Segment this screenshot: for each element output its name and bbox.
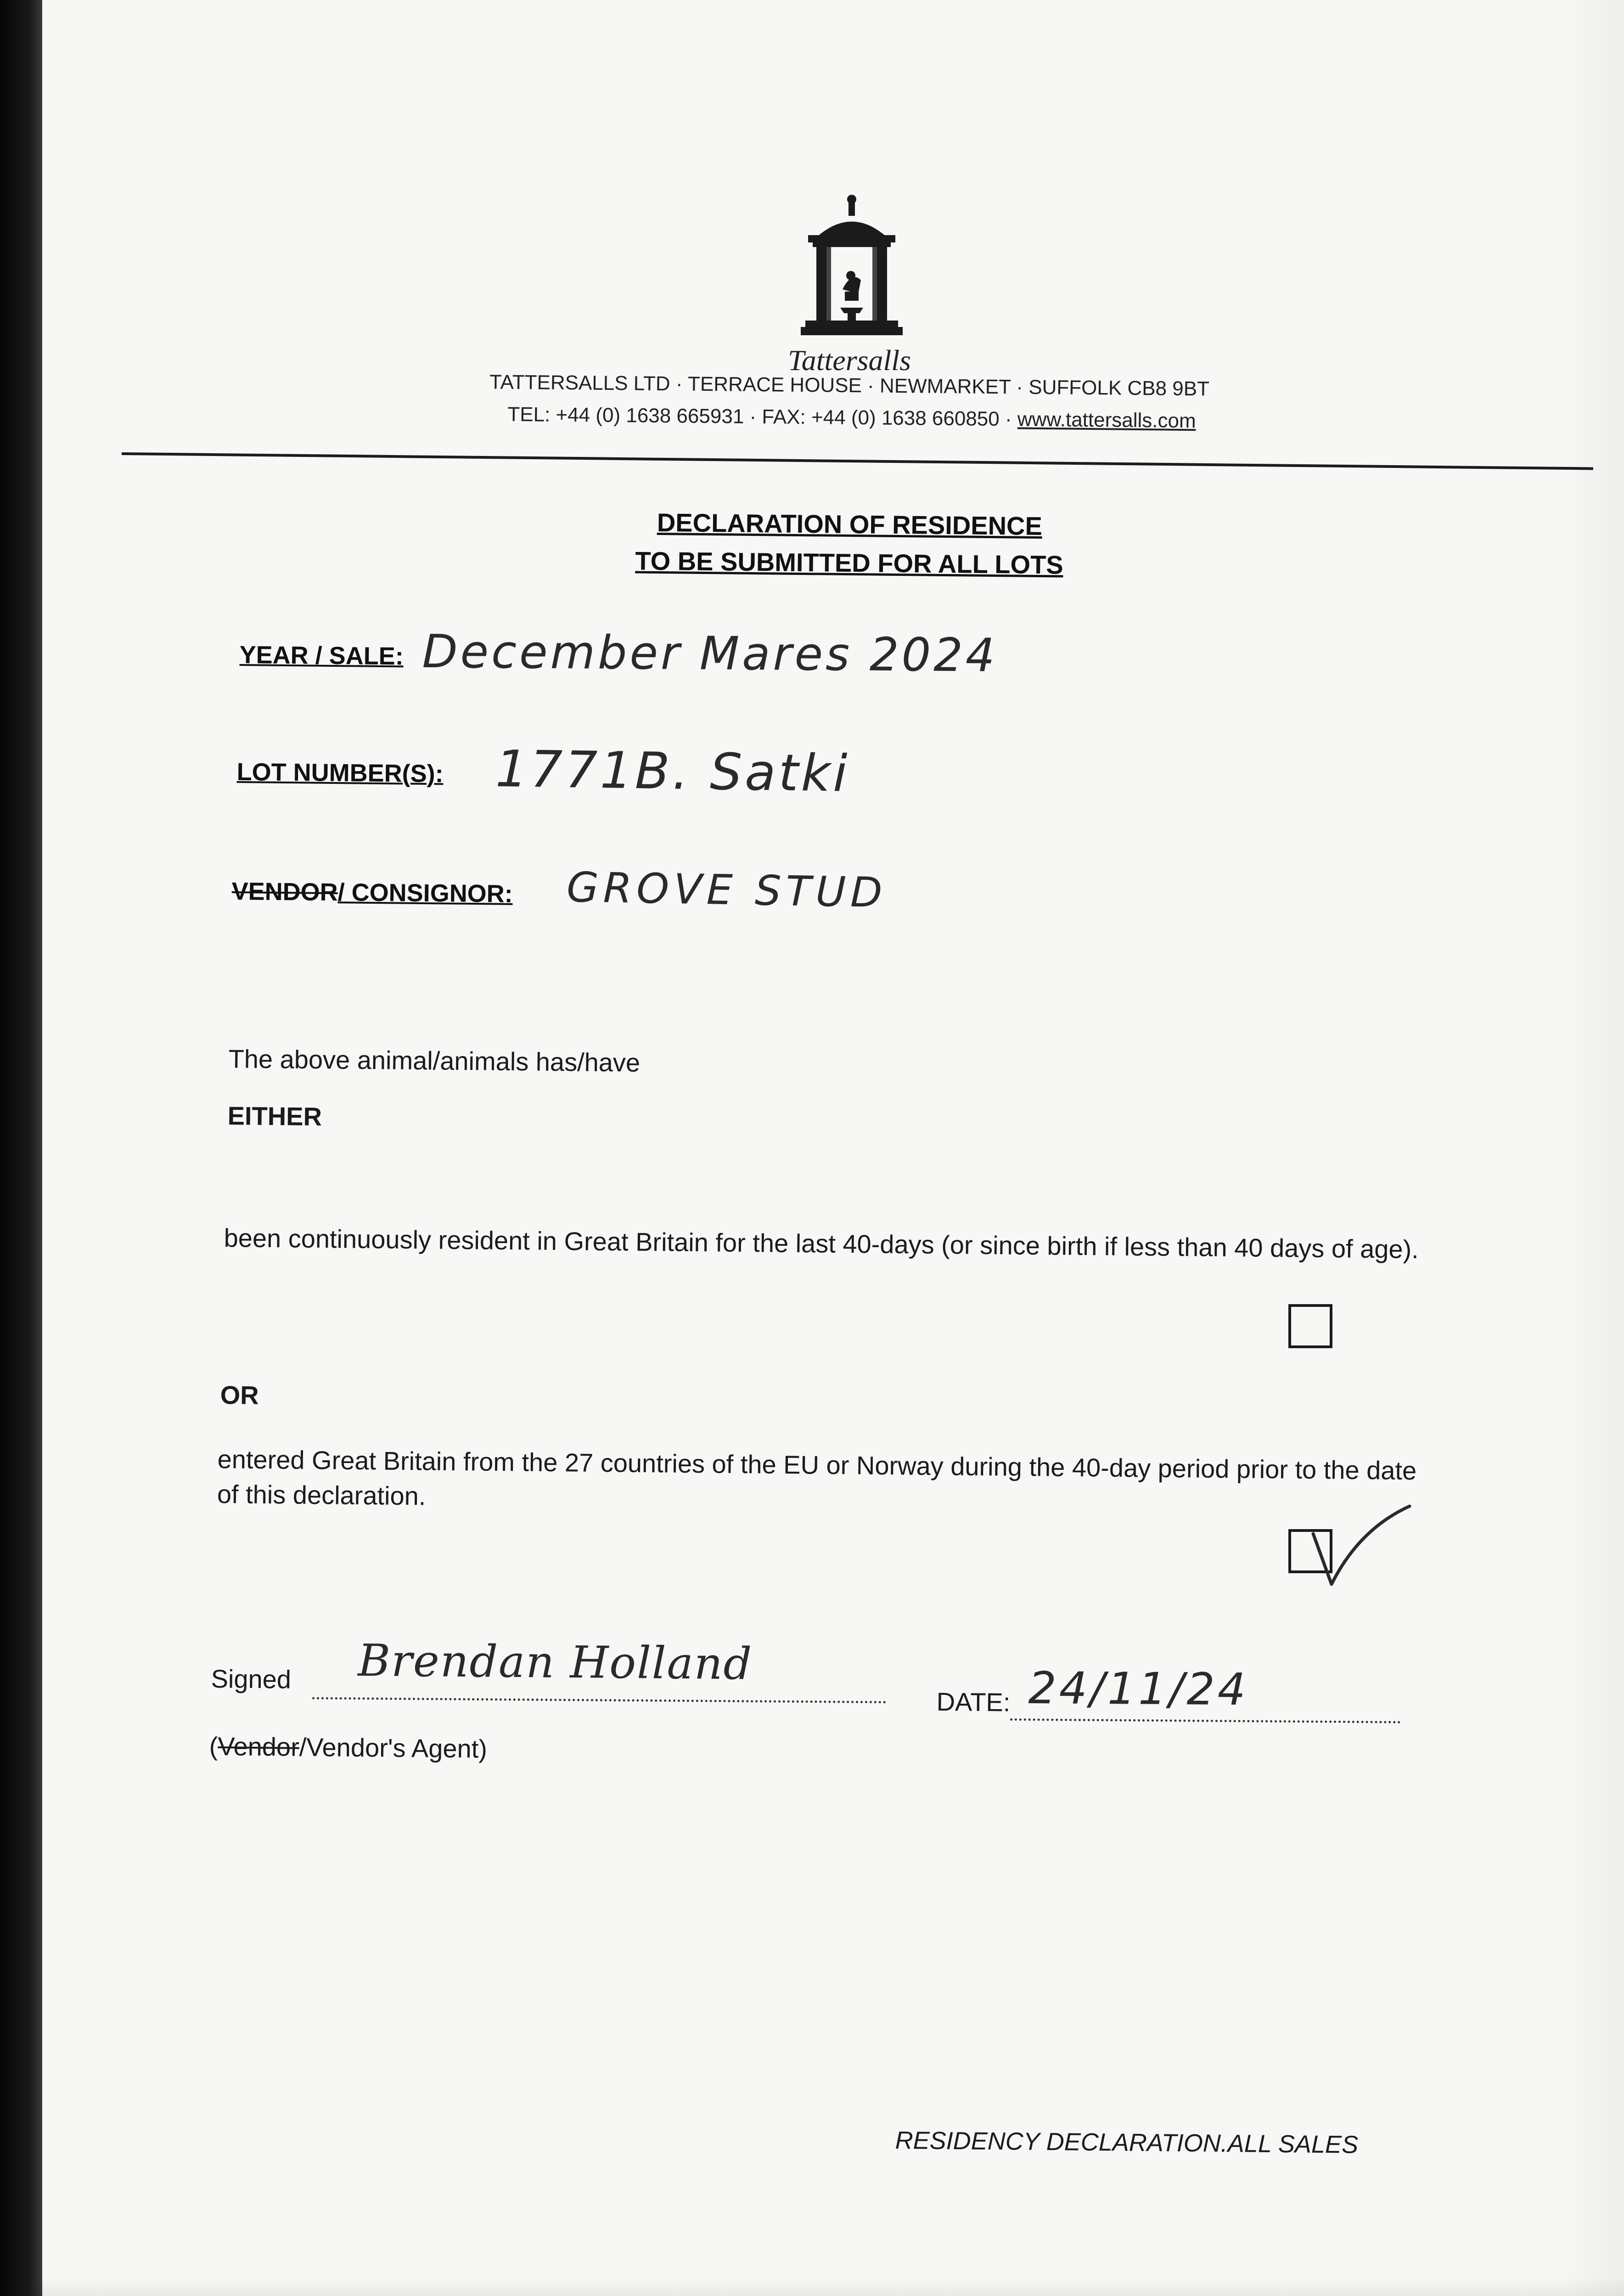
consignor-label-group	[231, 877, 513, 908]
lot-numbers-value[interactable]: 1771B. Satki	[495, 739, 850, 803]
lot-numbers-label: LOT NUMBER(S):	[236, 758, 444, 788]
contact-numbers: TEL: +44 (0) 1638 665931 · FAX: +44 (0) 1638 660850 ·	[507, 403, 1012, 431]
consignor-value[interactable]: GROVE STUD	[566, 863, 888, 917]
year-sale-value[interactable]: December Mares 2024	[422, 625, 998, 682]
option-1-checkbox[interactable]	[1288, 1304, 1332, 1348]
either-label: EITHER	[227, 1101, 322, 1131]
brand-wordmark: Tattersalls	[788, 344, 911, 377]
website-link[interactable]: www.tattersalls.com	[1017, 408, 1196, 433]
tattersalls-logo	[799, 193, 905, 344]
date-label: DATE:	[936, 1687, 1011, 1717]
scan-shade-right	[1560, 0, 1624, 2296]
option-1-text: been continuously resident in Great Britain for the last 40-days (or since birth if less than 40 days of age).	[224, 1223, 1419, 1264]
role-struck-vendor: Vendor	[217, 1732, 300, 1761]
signature-line	[312, 1697, 886, 1704]
or-label: OR	[220, 1380, 259, 1410]
role-open-paren: (	[209, 1731, 218, 1761]
consignor-label: / CONSIGNOR:	[337, 878, 513, 908]
vendor-struck-label: VENDOR	[231, 878, 338, 906]
address-line: TATTERSALLS LTD · TERRACE HOUSE · NEWMARKET · SUFFOLK CB8 9BT	[489, 371, 1210, 400]
option-2-text: entered Great Britain from the 27 countries of the EU or Norway during the 40-day period prior to the date of this declaration.	[217, 1444, 1417, 1511]
signed-label: Signed	[211, 1664, 292, 1694]
role-vendor-agent: /Vendor's Agent)	[299, 1732, 488, 1763]
year-sale-label: YEAR / SALE:	[239, 641, 404, 670]
title-line-1: DECLARATION OF RESIDENCE	[657, 507, 1043, 541]
title-line-2: TO BE SUBMITTED FOR ALL LOTS	[635, 546, 1064, 580]
signatory-role	[209, 1729, 487, 1767]
document-title	[505, 502, 1194, 585]
check-mark-icon	[1304, 1502, 1414, 1589]
intro-text: The above animal/animals has/have	[228, 1044, 641, 1077]
date-line	[1010, 1718, 1400, 1723]
signature-value[interactable]: Brendan Holland	[358, 1635, 753, 1690]
date-value[interactable]: 24/11/24	[1028, 1662, 1249, 1716]
scan-edge-left	[0, 0, 42, 2296]
contact-line	[404, 402, 1299, 434]
footer-form-name: RESIDENCY DECLARATION.ALL SALES	[895, 2127, 1359, 2159]
letterhead-divider	[122, 452, 1593, 470]
scan-shade-bottom	[0, 2278, 1624, 2296]
